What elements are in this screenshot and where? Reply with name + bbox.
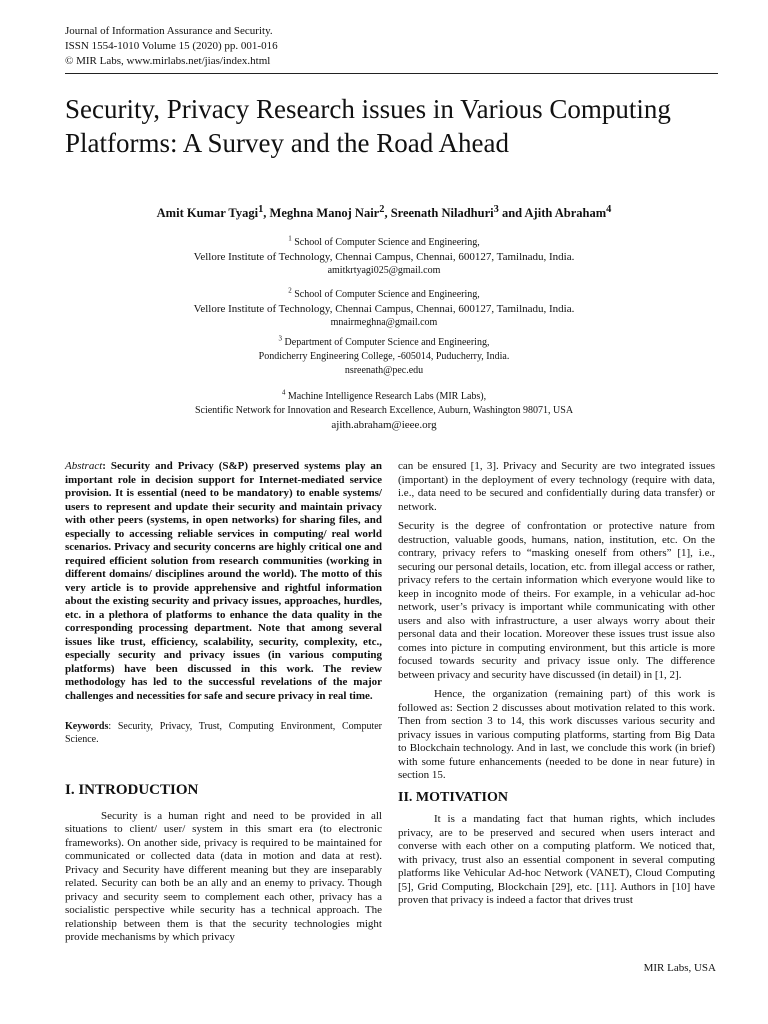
journal-issn: ISSN 1554-1010 Volume 15 (2020) pp. 001-016 (65, 40, 278, 52)
affiliation-3 (0, 336, 768, 378)
abstract-text: : Security and Privacy (S&P) preserved systems play an important role in decision support for Internet-mediated service provision. It is essential (need to be mandatory) to enable systems/ users to represent and update their security and maintain privacy with other peers (systems, in open networks) for sharing files, and especially to accessing reliable services in computing/ real world scenarios. Privacy and security concerns are highly critical one and required efficient solution from research communities (working in different domains/ disciplines around the world). The motto of this very article is to provide apprehensive and rightful information about the existing security and privacy issues, approaches, hurdles, etc. in a plethora of platforms to enhance the data quality in the corresponding processing department. Note that among several issues like trust, efficiency, scalability, security, complexity, etc., especially security and privacy issues (in various computing platforms) have been discussed in this work. The review methodology has led to the successful revelations of the major challenges and necessities for safe and secure privacy in real time. (65, 460, 382, 702)
journal-publisher: © MIR Labs, www.mirlabs.net/jias/index.html (65, 55, 271, 67)
affiliation-dept: Department of Computer Science and Engineering, (284, 337, 490, 348)
keywords (65, 720, 382, 746)
author-sup: 4 (606, 203, 612, 215)
keywords-label: Keywords (65, 721, 109, 732)
affiliation-sup: 1 (288, 234, 292, 243)
abstract-label: Abstract (65, 460, 103, 472)
author-list (0, 203, 768, 221)
motivation-paragraph: It is a mandating fact that human rights, which includes privacy, are to be preserved and secured when users interact and converse with each other on a computing platform. We noticed that, with privacy, trust also an essential component in several computing platforms like Vehicular Ad-hoc Network (VANET), Cloud Computing [5], Grid Computing, Blockchain [29], etc. [11]. Authors in [10] have proven that privacy is indeed a factor that drives trust (398, 813, 715, 906)
author-name: Amit Kumar Tyagi (156, 206, 259, 220)
affiliation-sup: 4 (281, 388, 286, 397)
affiliation-email: amitkrtyagi025@gmail.com (327, 265, 441, 276)
affiliation-sup: 3 (278, 334, 283, 343)
body-paragraph: can be ensured [1, 3]. Privacy and Security are two integrated issues (important) in the deployment of every technology (require with data, i.e., data need to be secured and confidentially during data transfer) or network. (398, 460, 715, 513)
author-name: Meghna Manoj Nair (269, 206, 380, 220)
left-column (65, 460, 382, 951)
affiliation-dept: Machine Intelligence Research Labs (MIR Labs), (287, 391, 487, 402)
author-separator: , (384, 206, 391, 220)
affiliation-dept: School of Computer Science and Engineering, (294, 289, 480, 300)
keywords-text: : Security, Privacy, Trust, Computing Environment, Computer Science. (65, 721, 382, 745)
header-rule (65, 73, 718, 74)
affiliation-email: nsreenath@pec.edu (344, 365, 424, 376)
author-sup: 1 (258, 203, 264, 215)
body-paragraph: Hence, the organization (remaining part) of this work is followed as: Section 2 discusses about motivation related to this work. Then from section 3 to 14, this work discusses various security and privacy issues in various computing platforms, starting from Big Data to Blockchain technology. And in last, we conclude this work (in brief) with some future enhancements (needed to be done in near future) in section 15. (398, 688, 715, 781)
affiliation-institution: Pondicherry Engineering College, -605014, Puducherry, India. (258, 351, 510, 362)
author-separator: , (263, 206, 270, 220)
author-sup: 3 (493, 203, 499, 215)
affiliation-institution: Scientific Network for Innovation and Research Excellence, Auburn, Washington 98071, USA (194, 405, 574, 416)
author-name: Ajith Abraham (524, 206, 607, 220)
journal-header (65, 24, 715, 69)
affiliation-email: mnairmeghna@gmail.com (330, 317, 438, 328)
affiliation-email: ajith.abraham@ieee.org (331, 419, 437, 431)
affiliation-4 (0, 390, 768, 432)
introduction-paragraph: Security is a human right and need to be provided in all situations to client/ user/ system in this smart era (to electronic frameworks). On another side, privacy is required to be maintained for communicated or collected data (data in motion and data at rest). Privacy and Security have different meaning but they are inseparably related. Security can both be an ally and an enemy to privacy. Though privacy and security seem to complement each other, privacy has a socialistic perspective while security has a technical approach. The relationship between them is that the security technologies might provide mechanisms by which privacy (65, 809, 382, 943)
affiliation-sup: 2 (288, 286, 292, 295)
author-separator: and (498, 206, 525, 220)
affiliation-2 (0, 288, 768, 330)
author-sup: 2 (379, 203, 385, 215)
body-paragraph: Security is the degree of confrontation or protective nature from destruction, valuable goods, humans, nation, institution, etc. On the contrary, privacy refers to “masking oneself from others” [1], i.e., securing our personal details, location, etc. from illegal access or rather, privacy refers to the certain information which everyone would like to keep in incognito mode of theirs. For example, in a vehicular ad-hoc network, user’s privacy is important while communicating with other users and also with infrastructure, a user always worry about their personal data and their location. Moreover these issues trust issue also comes into picture in computing environment, but this article is more focused towards security and privacy issue only. The difference between privacy and security have discussed (in detail) in [1, 2]. (398, 520, 715, 681)
right-column (398, 460, 715, 914)
affiliation-dept: School of Computer Science and Engineering, (294, 237, 480, 248)
affiliation-institution: Vellore Institute of Technology, Chennai Campus, Chennai, 600127, Tamilnadu, India. (193, 251, 575, 263)
affiliation-1 (0, 236, 768, 278)
paper-title: Security, Privacy Research issues in Various Computing Platforms: A Survey and the Road Ahead (65, 94, 671, 158)
section-heading-introduction: I. INTRODUCTION (65, 782, 199, 798)
section-heading-motivation: II. MOTIVATION (398, 789, 508, 805)
abstract (65, 460, 382, 703)
page-footer: MIR Labs, USA (643, 962, 716, 974)
affiliation-institution: Vellore Institute of Technology, Chennai Campus, Chennai, 600127, Tamilnadu, India. (193, 303, 575, 315)
author-name: Sreenath Niladhuri (390, 206, 494, 220)
journal-name: Journal of Information Assurance and Security. (65, 25, 273, 37)
